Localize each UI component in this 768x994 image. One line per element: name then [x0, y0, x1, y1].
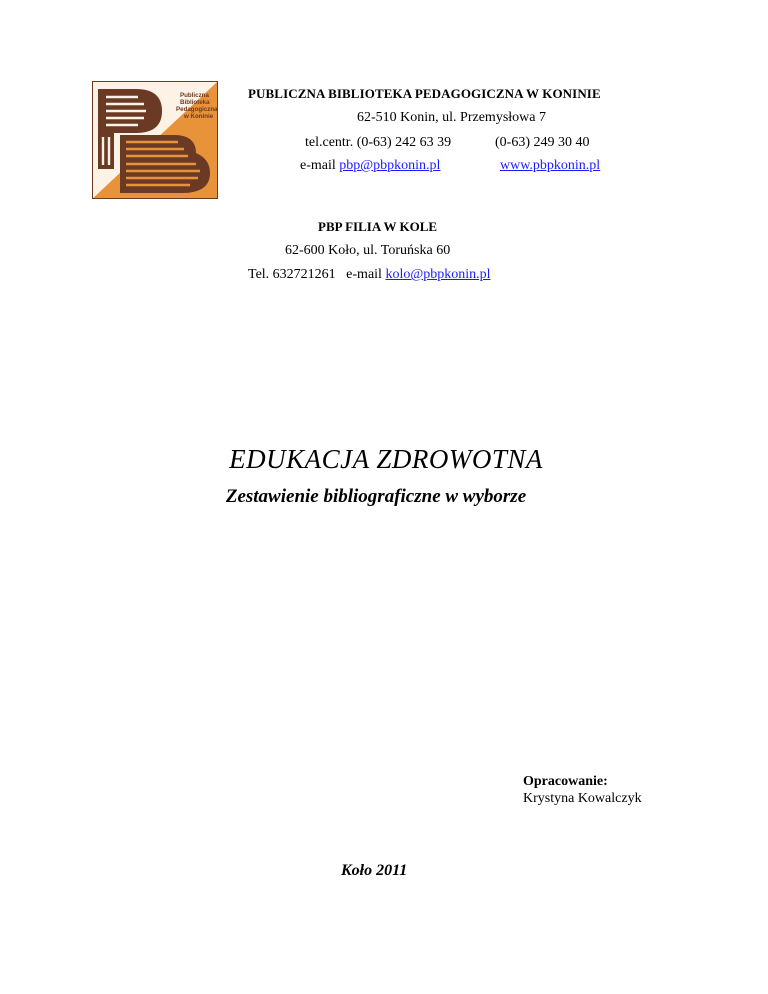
place-and-year: Koło 2011: [341, 862, 408, 879]
library-email-line: [300, 158, 440, 174]
branch-email-link[interactable]: kolo@pbpkonin.pl: [385, 267, 491, 282]
branch-tel-email-label: Tel. 632721261 e-mail: [248, 267, 386, 282]
prepared-by-label: Opracowanie:: [523, 774, 608, 789]
document-title: EDUKACJA ZDROWOTNA: [229, 444, 543, 474]
library-website-line: [500, 158, 600, 174]
logo-text-line: w Koninie: [184, 113, 214, 120]
email-label: e-mail: [300, 158, 340, 173]
branch-address: 62-600 Koło, ul. Toruńska 60: [285, 243, 451, 258]
library-pb-logo-icon: [92, 81, 218, 199]
branch-contact-line: [248, 267, 491, 283]
logo-text-line: Pedagogiczna: [176, 106, 218, 113]
library-name: PUBLICZNA BIBLIOTEKA PEDAGOGICZNA W KONINIE: [248, 86, 601, 101]
branch-name: PBP FILIA W KOLE: [318, 219, 438, 234]
library-phone-second: (0-63) 249 30 40: [495, 135, 590, 150]
logo-text-line: Biblioteka: [180, 99, 210, 106]
document-subtitle: Zestawienie bibliograficzne w wyborze: [225, 486, 527, 507]
library-logo: [92, 81, 218, 199]
library-phone-central: tel.centr. (0-63) 242 63 39: [305, 135, 452, 150]
library-address: 62-510 Konin, ul. Przemysłowa 7: [357, 110, 546, 125]
logo-text-line: Publiczna: [180, 92, 209, 99]
library-email-link[interactable]: pbp@pbpkonin.pl: [339, 158, 441, 173]
library-website-link[interactable]: www.pbpkonin.pl: [500, 158, 601, 173]
prepared-by-author: Krystyna Kowalczyk: [523, 791, 642, 806]
